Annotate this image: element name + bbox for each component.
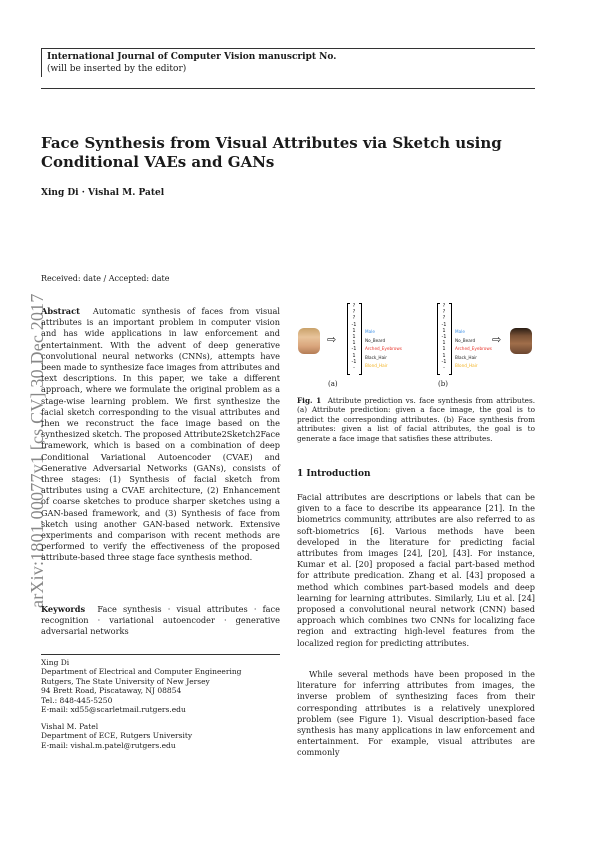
attribute-label: Arched_Eyebrows bbox=[455, 346, 492, 352]
affiliation-1 bbox=[41, 658, 241, 714]
vector-entry: - bbox=[443, 365, 445, 372]
affil-line: Department of ECE, Rutgers University bbox=[41, 731, 193, 741]
intro-paragraph-1: Facial attributes are descriptions or labels that can be given to a face to describe its appearance [21]. In the biometrics community, attributes are also referred to as soft-biometrics [6]. Various methods have been developed in the literature for predicting facial attributes from images [24], [20], [43]. For instance, Kumar et al. [20] proposed a facial part-based method for attribute predication. Zhang et al. [43] proposed a method which combines part-based models and deep learning for learning attributes. Similarly, Liu et al. [24] proposed a convolutional neural network (CNN) based approach which combines two CNNs for localizing face region and extracting high-level features from the localized region for predicting attributes. bbox=[297, 492, 535, 648]
arrow-right-icon: ⇨ bbox=[492, 333, 502, 346]
attribute-label: No_Beard bbox=[365, 337, 386, 343]
vector-entry: - bbox=[353, 365, 355, 372]
journal-name: International Journal of Computer Vision manuscript No. bbox=[47, 52, 337, 62]
affil-email: E-mail: vishal.m.patel@rutgers.edu bbox=[41, 740, 176, 750]
header-rule-bottom bbox=[41, 88, 535, 89]
vector-entry: 1 bbox=[352, 352, 356, 359]
figure-1 bbox=[297, 300, 535, 390]
vector-entry: -1 bbox=[351, 358, 357, 365]
header-rule-left bbox=[41, 48, 42, 77]
vector-entry: ? bbox=[442, 315, 446, 322]
vector-entry: ? bbox=[442, 309, 446, 316]
vector-entry: ? bbox=[352, 303, 356, 309]
abstract-label: Abstract bbox=[41, 306, 80, 316]
vector-entry: 1 bbox=[352, 327, 356, 334]
attribute-label: Black_Hair bbox=[365, 354, 388, 360]
paper-title: Face Synthesis from Visual Attributes via Sketch using Conditional VAEs and GANs bbox=[41, 134, 502, 171]
vector-entry: -1 bbox=[351, 346, 357, 353]
attribute-label: Arched_Eyebrows bbox=[365, 346, 402, 352]
arrow-right-icon: ⇨ bbox=[327, 333, 337, 346]
attribute-label: Male bbox=[455, 329, 465, 334]
affil-line: Xing Di bbox=[41, 658, 70, 667]
keywords-text: Face synthesis · visual attributes · face recognition · variational autoencoder · generative adversarial networks bbox=[41, 604, 280, 637]
vector-entry: ? bbox=[442, 303, 446, 309]
intro-paragraph-2: While several methods have been proposed in the literature for inferring attributes from images, the inverse problem of synthesizing faces from their corresponding attributes is a relatively unexplored problem (see Figure 1). Visual description-based face synthesis has many applications in law enforcement and entertainment. For example, visual attributes are commonly bbox=[297, 669, 535, 758]
vector-entry: -1 bbox=[351, 321, 357, 328]
attribute-label: Blond_Hair bbox=[365, 363, 388, 369]
section-heading: 1 Introduction bbox=[297, 469, 371, 479]
subfigure-label-b: (b) bbox=[438, 380, 448, 388]
vector-entry: -1 bbox=[441, 334, 447, 341]
male-face-image bbox=[510, 328, 532, 354]
affil-line: Vishal M. Patel bbox=[41, 722, 99, 731]
vector-entry: 1 bbox=[442, 340, 446, 347]
subfigure-label-a: (a) bbox=[328, 380, 338, 388]
affil-line: Department of Electrical and Computer Engineering bbox=[41, 667, 242, 677]
attribute-label: Blond_Hair bbox=[455, 363, 478, 369]
abstract bbox=[41, 306, 280, 564]
caption-text: Attribute prediction vs. face synthesis from attributes. (a) Attribute prediction: given a face image, the goal is to predict the corresponding attributes. (b) Face synthesis from attributes: given a list of facial attributes, the goal is to generate a face image that satisfies these attributes. bbox=[297, 396, 536, 443]
affil-line: Tel.: 848-445-5250 bbox=[41, 695, 113, 705]
keywords bbox=[41, 604, 280, 638]
affil-line: 94 Brett Road, Piscataway, NJ 08854 bbox=[41, 686, 182, 696]
vector-entry: 1 bbox=[442, 346, 446, 353]
keywords-label: Keywords bbox=[41, 604, 86, 614]
vector-entry: 1 bbox=[352, 334, 356, 341]
footnote-rule bbox=[41, 654, 280, 655]
received-date: Received: date / Accepted: date bbox=[41, 274, 170, 283]
caption-label: Fig. 1 bbox=[297, 396, 322, 405]
attribute-label: Black_Hair bbox=[455, 354, 478, 360]
arxiv-identifier: arXiv:1801.00077v1 [cs.CV] 30 Dec 2017 bbox=[27, 293, 47, 608]
attribute-label: No_Beard bbox=[455, 337, 476, 343]
affiliation-2 bbox=[41, 722, 192, 750]
affil-email: E-mail: xd55@scarletmail.rutgers.edu bbox=[41, 705, 186, 715]
attribute-label: Male bbox=[365, 329, 375, 334]
affil-line: Rutgers, The State University of New Jersey bbox=[41, 676, 210, 686]
vector-entry: ? bbox=[352, 309, 356, 316]
header-rule-top bbox=[41, 48, 535, 49]
editor-note: (will be inserted by the editor) bbox=[47, 64, 187, 74]
female-face-image bbox=[298, 328, 320, 354]
vector-entry: -1 bbox=[441, 321, 447, 328]
authors: Xing Di · Vishal M. Patel bbox=[41, 188, 165, 198]
vector-entry: 1 bbox=[442, 327, 446, 334]
figure-caption bbox=[297, 396, 535, 443]
attribute-vector-b bbox=[438, 303, 450, 371]
vector-entry: -1 bbox=[441, 358, 447, 365]
attribute-vector-a bbox=[348, 303, 360, 371]
vector-entry: 1 bbox=[352, 340, 356, 347]
vector-entry: 1 bbox=[442, 352, 446, 359]
vector-entry: ? bbox=[352, 315, 356, 322]
abstract-text: Automatic synthesis of faces from visual attributes is an important problem in computer vision and has wide applications in law enforcement and entertainment. With the advent of deep generative convolutional neural networks (CNNs), attempts have been made to synthesize face images from attributes and text descriptions. In this paper, we take a different approach, where we formulate the original problem as a stage-wise learning problem. We first synthesize the facial sketch corresponding to the visual attributes and then we reconstruct the face image based on the synthesized sketch. The proposed Attribute2Sketch2Face framework, which is based on a combination of deep Conditional Variational Autoencoder (CVAE) and Generative Adversarial Networks (GANs), consists of three stages: (1) Synthesis of facial sketch from attributes using a CVAE architecture, (2) Enhancement of coarse sketches to produce sharper sketches using a GAN-based framework, and (3) Synthesis of face from sketch using another GAN-based network. Extensive experiments and comparison with recent methods are performed to verify the effectiveness of the proposed attribute-based three stage face synthesis method. bbox=[41, 306, 280, 563]
